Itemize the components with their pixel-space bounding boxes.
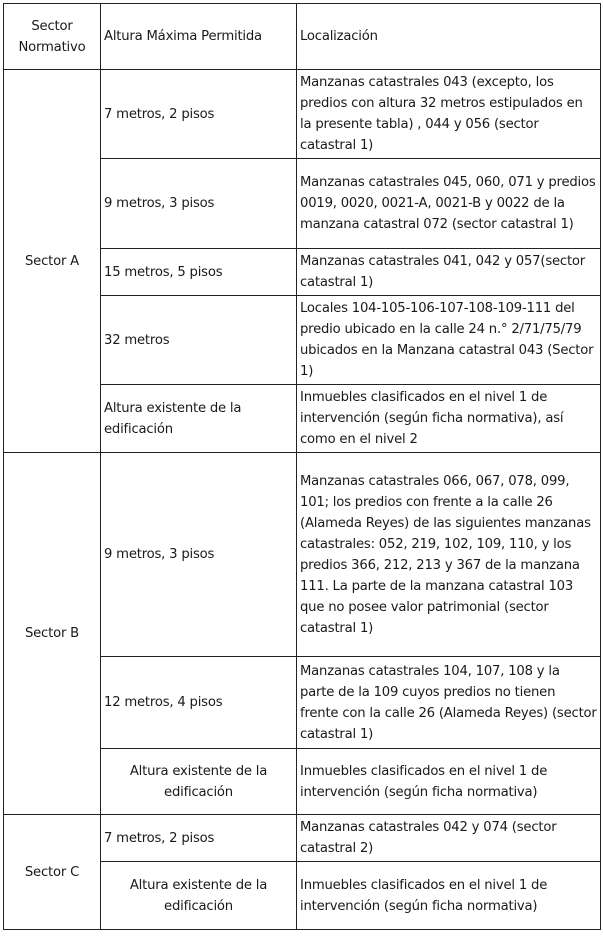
height-cell: Altura existente de la edificación <box>101 385 297 453</box>
height-cell: Altura existente de la edificación <box>101 862 297 930</box>
location-cell: Inmuebles clasificados en el nivel 1 de intervención (según ficha normativa) <box>297 862 601 930</box>
height-cell: 15 metros, 5 pisos <box>101 249 297 296</box>
sector-cell: Sector C <box>4 815 101 930</box>
height-cell: 32 metros <box>101 296 297 385</box>
location-cell: Manzanas catastrales 066, 067, 078, 099, 101; los predios con frente a la calle 26 (Alameda Reyes) de las siguientes manzanas catastrales: 052, 219, 102, 109, 110, y los predios 366, 212, 213 y 367 de la manzana 111. La parte de la manzana catastral 103 que no posee valor patrimonial (sector catastral 1) <box>297 453 601 657</box>
height-cell: 7 metros, 2 pisos <box>101 815 297 862</box>
sector-cell: Sector B <box>4 453 101 815</box>
location-cell: Manzanas catastrales 043 (excepto, los predios con altura 32 metros estipulados en la presente tabla) , 044 y 056 (sector catastral 1) <box>297 70 601 159</box>
height-regulation-table-container <box>3 3 601 930</box>
location-cell: Manzanas catastrales 104, 107, 108 y la parte de la 109 cuyos predios no tienen frente con la calle 26 (Alameda Reyes) (sector catastral 1) <box>297 657 601 749</box>
height-cell: 12 metros, 4 pisos <box>101 657 297 749</box>
sector-cell: Sector A <box>4 70 101 453</box>
location-cell: Manzanas catastrales 041, 042 y 057(sector catastral 1) <box>297 249 601 296</box>
table-header-row <box>4 4 601 70</box>
height-cell: 7 metros, 2 pisos <box>101 70 297 159</box>
table-row <box>4 815 601 862</box>
location-cell: Inmuebles clasificados en el nivel 1 de intervención (según ficha normativa), así como en el nivel 2 <box>297 385 601 453</box>
header-sector: Sector Normativo <box>4 4 101 70</box>
location-cell: Inmuebles clasificados en el nivel 1 de intervención (según ficha normativa) <box>297 749 601 815</box>
location-cell: Locales 104-105-106-107-108-109-111 del predio ubicado en la calle 24 n.° 2/71/75/79 ubicados en la Manzana catastral 043 (Sector 1) <box>297 296 601 385</box>
height-cell: Altura existente de la edificación <box>101 749 297 815</box>
header-max-height: Altura Máxima Permitida <box>101 4 297 70</box>
table-row <box>4 70 601 159</box>
location-cell: Manzanas catastrales 045, 060, 071 y predios 0019, 0020, 0021-A, 0021-B y 0022 de la manzana catastral 072 (sector catastral 1) <box>297 159 601 249</box>
height-regulation-table <box>3 3 601 930</box>
location-cell: Manzanas catastrales 042 y 074 (sector catastral 2) <box>297 815 601 862</box>
table-row <box>4 453 601 657</box>
height-cell: 9 metros, 3 pisos <box>101 453 297 657</box>
header-location: Localización <box>297 4 601 70</box>
height-cell: 9 metros, 3 pisos <box>101 159 297 249</box>
